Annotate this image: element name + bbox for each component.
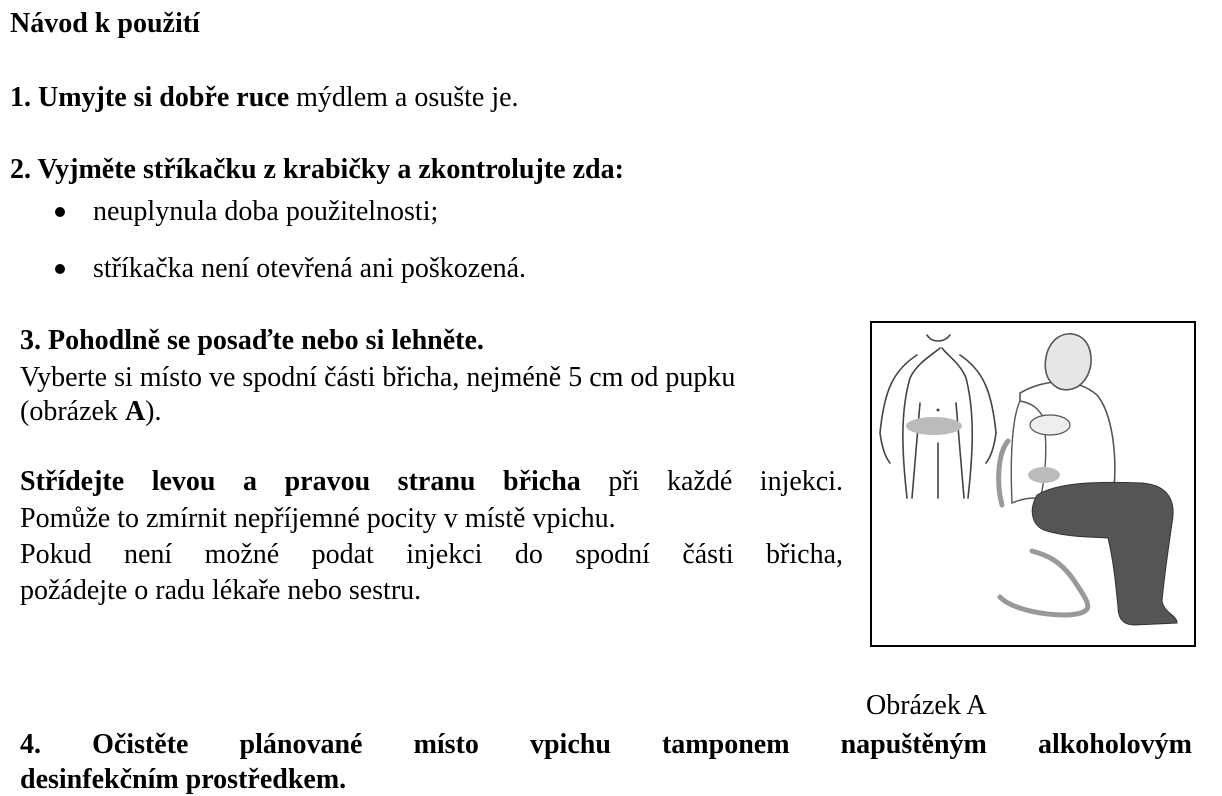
bullet-marker [55, 207, 65, 217]
step-4-heading: desinfekčním prostředkem. [20, 764, 347, 795]
injection-area-side [1028, 467, 1060, 483]
step-3-text: (obrázek A). [20, 396, 162, 427]
step-2-heading: 2. Vyjměte stříkačku z krabičky a zkontrolujte zda: [10, 154, 624, 185]
injection-site-illustration [872, 323, 1194, 645]
step-3-text: Vyberte si místo ve spodní části břicha, nejméně 5 cm od pupku [20, 362, 736, 393]
step-3-heading: 3. Pohodlně se posaďte nebo si lehněte. [20, 325, 484, 356]
step-3-text: požádejte o radu lékaře nebo sestru. [20, 575, 422, 606]
page-title: Návod k použití [10, 8, 200, 39]
step-3-text: Pomůže to zmírnit nepříjemné pocity v místě vpichu. [20, 503, 616, 534]
step-2-bullet: stříkačka není otevřená ani poškozená. [93, 253, 527, 284]
figure-caption: Obrázek A [866, 690, 987, 721]
step-3-text: Pokud není možné podat injekci do spodní části břicha, [20, 539, 843, 570]
step-4-heading: 4. Očistěte plánované místo vpichu tamponem napuštěným alkoholovým [20, 729, 1192, 760]
injection-area-front [906, 417, 962, 435]
bullet-marker [55, 264, 65, 274]
figure-a [870, 321, 1196, 647]
step-2-bullet: neuplynula doba použitelnosti; [93, 196, 439, 227]
step-1: 1. Umyjte si dobře ruce mýdlem a osušte je. [10, 82, 519, 113]
step-3-alternate: Střídejte levou a pravou stranu břicha při každé injekci. [20, 466, 843, 497]
